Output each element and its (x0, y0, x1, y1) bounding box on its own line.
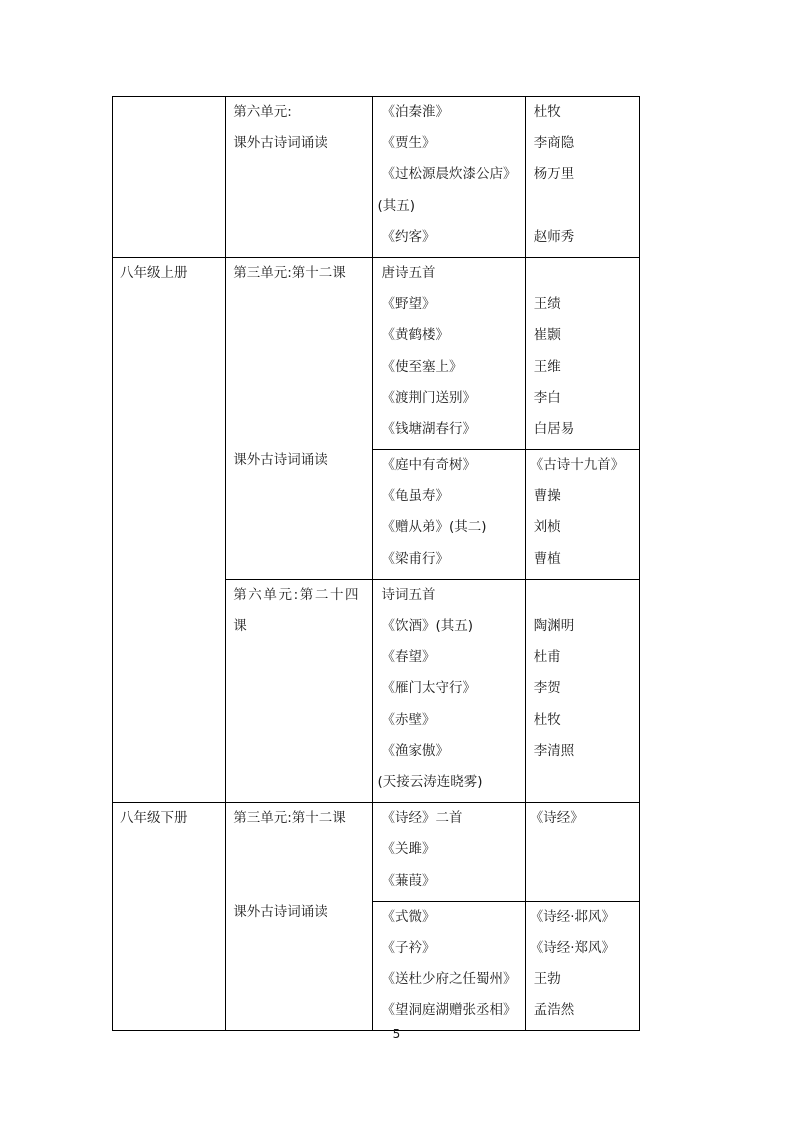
poem-cell (373, 901, 525, 1031)
author-name: 《诗经》 (529, 810, 584, 827)
poem-title: 诗词五首 (381, 586, 436, 603)
author-name: 李清照 (533, 742, 575, 759)
grade-label: 八年级上册 (120, 264, 188, 281)
poem-title: 《黄鹤楼》 (381, 327, 449, 344)
poem-title: 《式微》 (381, 908, 436, 925)
author-name: 崔颢 (533, 327, 561, 344)
author-cell (525, 450, 639, 580)
poem-title: 《渡荆门送别》 (381, 389, 476, 406)
author-name: 李商隐 (533, 135, 575, 152)
unit-label: 第六单元: (233, 104, 292, 120)
author-name (526, 870, 639, 901)
poem-title: 《饮酒》(其五) (381, 618, 474, 634)
poem-title: 《春望》 (381, 649, 436, 666)
poem-title: 《蒹葭》 (381, 872, 436, 889)
poem-cell (373, 579, 525, 802)
author-name: 《古诗十九首》 (529, 457, 625, 474)
author-name: 王维 (533, 358, 561, 375)
table-row (113, 257, 640, 449)
unit-label: 第六单元:第二十四 (233, 586, 361, 603)
author-name: 杨万里 (533, 166, 575, 183)
poem-title: 《送杜少府之任蜀州》 (381, 971, 517, 988)
poem-title: 《使至塞上》 (381, 358, 463, 375)
author-name: 白居易 (533, 420, 575, 437)
grade-cell (113, 257, 226, 802)
poem-title: 唐诗五首 (381, 264, 436, 281)
unit-label: 课外古诗词诵读 (233, 135, 328, 152)
poem-title: 《约客》 (381, 228, 436, 245)
author-name (526, 262, 639, 293)
poem-title: 《望洞庭湖赠张丞相》 (381, 1002, 517, 1019)
author-name: 《诗经·邶风》 (529, 908, 616, 925)
author-name: 王绩 (533, 296, 561, 313)
poem-title: (天接云涛连晓雾) (377, 773, 483, 790)
table-row (113, 803, 640, 902)
grade-label: 八年级下册 (120, 810, 188, 827)
author-name: 王勃 (533, 971, 561, 988)
author-name: 李贺 (533, 680, 561, 697)
unit-cell (226, 257, 373, 579)
author-name (526, 771, 639, 802)
poetry-table (112, 96, 640, 1031)
poem-title: 《子衿》 (381, 939, 436, 956)
author-name (526, 838, 639, 869)
unit-label: 课外古诗词诵读 (233, 452, 328, 469)
poem-title: 《庭中有奇树》 (381, 457, 476, 474)
poem-title: 《赠从弟》(其二) (381, 519, 487, 536)
poem-title: 《雁门太守行》 (381, 680, 476, 697)
poem-title: 《渔家傲》 (381, 742, 449, 759)
author-name: 杜甫 (533, 649, 561, 666)
poem-title: 《野望》 (381, 296, 436, 313)
unit-cell (226, 803, 373, 1031)
poem-title: 《梁甫行》 (381, 550, 449, 567)
poem-title: 《诗经》二首 (381, 810, 463, 827)
table-row (113, 97, 640, 258)
author-cell (525, 579, 639, 802)
unit-label: 课外古诗词诵读 (233, 903, 328, 920)
poem-title: 《贾生》 (381, 135, 436, 152)
author-name: 赵师秀 (533, 228, 575, 245)
author-name: 杜牧 (533, 104, 561, 120)
author-name: 刘桢 (533, 519, 561, 536)
author-name: 陶渊明 (533, 618, 575, 634)
author-cell (525, 803, 639, 902)
poem-cell (373, 97, 525, 258)
poem-cell (373, 450, 525, 580)
grade-cell (113, 97, 226, 258)
poem-title: 《泊秦淮》 (381, 104, 449, 120)
poem-title: 《过松源晨炊漆公店》 (381, 166, 517, 183)
poem-title: 《关雎》 (381, 841, 436, 858)
poem-cell (373, 803, 525, 902)
author-cell (525, 97, 639, 258)
unit-cell (226, 579, 373, 802)
poem-title: (其五) (377, 197, 416, 214)
author-name: 曹操 (533, 488, 561, 505)
author-name: 曹植 (533, 550, 561, 567)
unit-label: 第三单元:第十二课 (233, 264, 346, 281)
author-cell (525, 901, 639, 1031)
unit-label: 第三单元:第十二课 (233, 810, 346, 827)
author-name: 孟浩然 (533, 1002, 575, 1019)
grade-cell (113, 803, 226, 1031)
poem-title: 《钱塘湖春行》 (381, 420, 476, 437)
author-name: 杜牧 (533, 711, 561, 728)
poem-cell (373, 257, 525, 449)
poem-title: 《龟虽寿》 (381, 488, 449, 505)
poem-title: 《赤壁》 (381, 711, 436, 728)
author-name: 《诗经·郑风》 (529, 939, 616, 956)
unit-label: 课 (233, 618, 247, 634)
author-name: 李白 (533, 389, 561, 406)
author-name (526, 584, 639, 615)
author-cell (525, 257, 639, 449)
unit-cell (226, 97, 373, 258)
page-number: 5 (392, 1027, 401, 1041)
author-name (526, 195, 639, 226)
